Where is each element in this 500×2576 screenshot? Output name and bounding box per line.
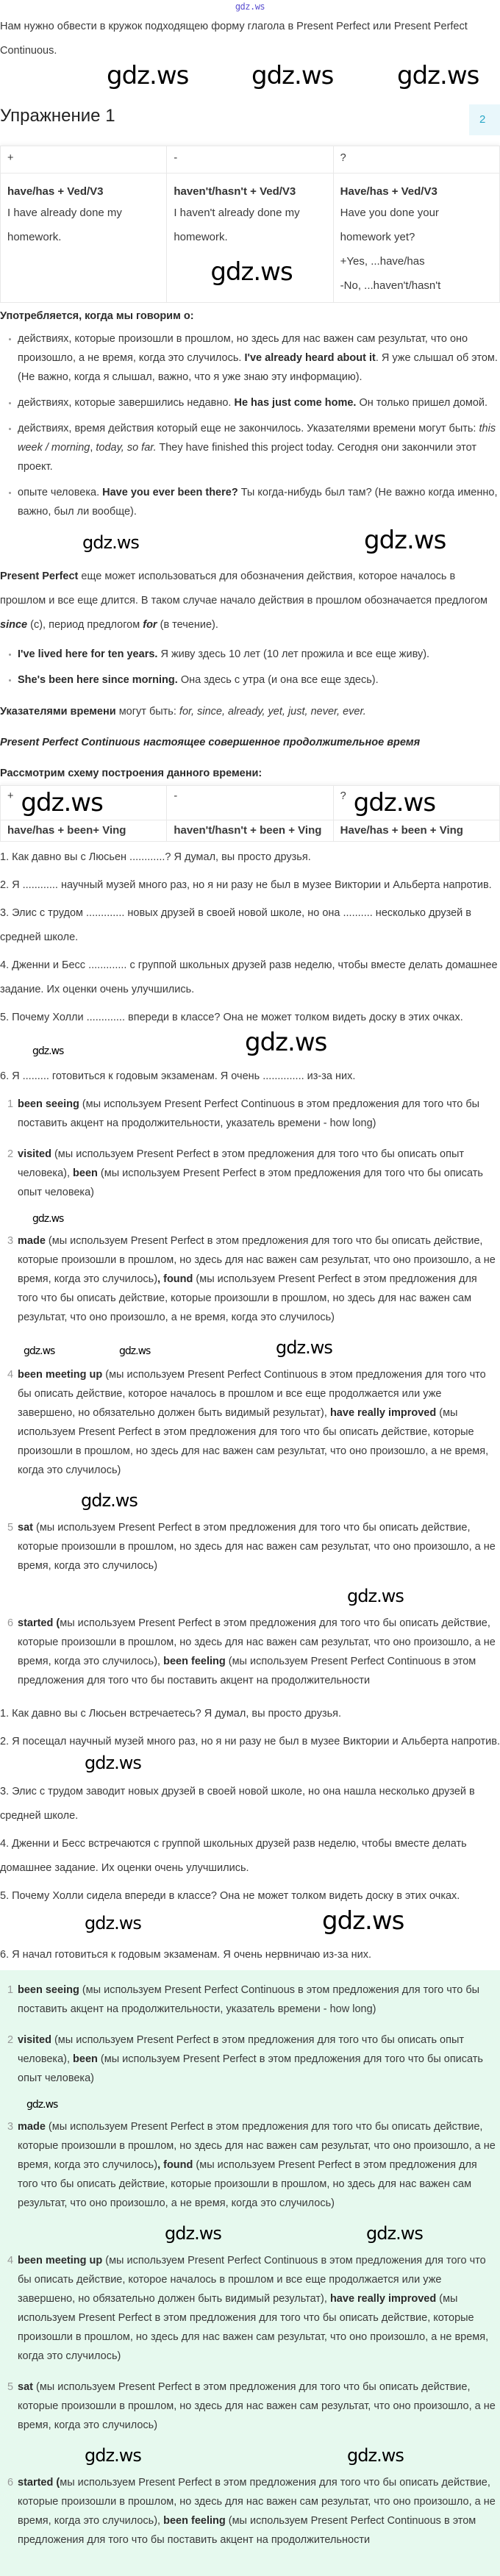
answer-item: [7, 2251, 500, 2366]
translation-4: 4. Дженни и Бесс встречаются с группой школьных друзей разв неделю, чтобы вместе делать домашнее задание. Их оценки очень улучшились.: [0, 1838, 467, 1874]
formula: Have/has + been + Ving: [333, 820, 499, 842]
watermark-row: [0, 1339, 500, 1361]
text: (мы используем Present Perfect в этом предложения для того что бы описать действие, которые произошли в прошлом, но здесь для нас важен сам результат, что оно произошло, а не время, когда это случилось): [18, 2121, 496, 2171]
watermark-row: [0, 2225, 500, 2247]
bold-text: , found: [157, 2159, 193, 2171]
text: (мы используем Present Perfect в этом предложения для того что бы описать опыт человека),: [18, 2034, 465, 2065]
text: могут быть:: [115, 706, 179, 718]
bold-text: been: [73, 2053, 98, 2065]
watermark: gdz.ws: [21, 788, 103, 817]
watermark: gdz.ws: [353, 788, 436, 817]
bold-text: have really improved: [329, 2293, 437, 2305]
bold-text: started (: [18, 2477, 60, 2489]
translation-1: 1. Как давно вы с Люсьен встречаетесь? Я думал, вы просто друзья.: [0, 1708, 342, 1720]
short-answer-no: -No, ...haven't/hasn't: [340, 279, 441, 292]
list-item: [18, 393, 500, 412]
watermark: gdz.ws: [322, 1906, 404, 1936]
text: They have finished this project today. Сегодня они закончили этот проект.: [18, 442, 476, 473]
text: (мы используем Present Perfect Continuous в этом предложения для того что бы поставить акцент на продолжительности: [18, 2515, 476, 2546]
translation-5: 5. Почему Холли сидела впереди в классе? Она не может толком видеть доску в этих очках.: [0, 1890, 460, 1902]
watermark: gdz.ws: [276, 1337, 332, 1358]
header-affirmative: +: [1, 146, 167, 173]
bold-text: visited: [18, 2034, 51, 2046]
text: Он только пришел домой.: [356, 397, 488, 409]
bold-text: been meeting up: [18, 2255, 103, 2266]
answer-item: [7, 2473, 500, 2550]
watermark-row: [0, 63, 500, 94]
short-answer-yes: +Yes, ...have/has: [340, 255, 425, 268]
bold-text: since: [0, 619, 28, 631]
text: (мы используем Present Perfect Continuous в этом предложения для того что бы поставить акцент на продолжительности: [18, 1656, 476, 1686]
present-perfect-table: [0, 146, 500, 303]
text: еще может использоваться для обозначения действия, которое началось в прошлом и все еще длится. В таком случае начало действия в прошлом обозначается предлогом: [0, 570, 488, 607]
watermark-row: [0, 2100, 500, 2113]
bold-text: sat: [18, 2381, 33, 2393]
watermark: gdz.ws: [32, 1045, 64, 1057]
ppc-title: Present Perfect Continuous настоящее совершенное продолжительное время: [0, 737, 421, 748]
translations: [0, 1702, 500, 1967]
present-perfect-paragraph: [0, 565, 500, 637]
watermark-row: [0, 528, 500, 559]
answer-item: [7, 1614, 500, 1690]
bold-text: visited: [18, 1148, 51, 1160]
answer-number: 2: [7, 1148, 14, 1160]
watermark: gdz.ws: [245, 1028, 327, 1057]
bold-text: I've lived here for ten years.: [18, 648, 158, 660]
text: ,: [90, 442, 96, 454]
table-row: [1, 173, 500, 303]
table-row: [1, 820, 500, 842]
header-question: ?: [333, 146, 499, 173]
example: I have already done my homework.: [7, 207, 122, 243]
formula: haven't/hasn't + been + Ving: [167, 820, 333, 842]
watermark: gdz.ws: [347, 1586, 404, 1606]
answer-item: [7, 1981, 500, 2019]
text: (мы используем Present Perfect в этом предложения для того что бы описать действие, которые произошли в прошлом, но здесь для нас важен сам результат, что оно произошло, а не время, когда это случилось): [18, 2381, 496, 2431]
task-instruction: Нам нужно обвести в кружок подходящею форму глагола в Present Perfect или Present Perfect Continuous.: [0, 21, 468, 57]
answer-item: [7, 2031, 500, 2088]
text: (мы используем Present Perfect в этом предложения для того что бы описать действие, которые произошли в прошлом, но здесь для нас важен сам результат, что оно произошло, а не время, когда это случилось): [18, 2293, 489, 2362]
site-logo[interactable]: gdz.ws: [235, 1, 265, 12]
header-cell: [340, 790, 493, 815]
watermark: gdz.ws: [85, 1753, 141, 1773]
text: Она здесь с утра (и она все еще здесь).: [177, 674, 379, 686]
text: Я живу здесь 10 лет (10 лет прожила и все еще живу).: [157, 648, 430, 660]
scheme-heading: Рассмотрим схему построения данного времени:: [0, 768, 262, 779]
table-header-row: [1, 786, 500, 820]
watermark-row: [0, 1754, 500, 1776]
formula: haven't/hasn't + Ved/V3: [174, 185, 296, 198]
answer-number: 4: [7, 2255, 14, 2266]
list-item: [18, 645, 500, 664]
bold-text: been feeling: [163, 2515, 226, 2527]
translation-2: 2. Я посещал научный музей много раз, но я ни разу не был в музее Виктории и Альберта напротив.: [0, 1736, 500, 1747]
present-perfect-continuous-table: [0, 785, 500, 842]
text: (мы используем Present Perfect Continuous в этом предложения для того что бы описать действие, которое началось в прошлом и все еще продолжается или уже завершено, но обязательно должен быть видимый результат),: [18, 2255, 486, 2305]
text: действиях, которые произошли в прошлом, но здесь для нас важен сам результат, что оно произошло, а не время, когда это случилось.: [18, 333, 468, 364]
answer-number: 3: [7, 2121, 14, 2133]
bold-text: have really improved: [329, 1407, 437, 1419]
bold-text: I've already heard about it: [244, 352, 376, 364]
bold-text: been seeing: [18, 1098, 79, 1110]
text: (мы используем Present Perfect Continuous в этом предложения для того что бы описать действие, которое началось в прошлом и все еще продолжается или уже завершено, но обязательно должен быть видимый результат),: [18, 1369, 486, 1419]
text: (мы используем Present Perfect в этом предложения для того что бы описать действие, которые произошли в прошлом, но здесь для нас важен сам результат, что оно произошло, а не время, когда это случилось): [18, 1235, 496, 1285]
answer-number: 4: [7, 1369, 14, 1381]
text: опыте человека.: [18, 487, 103, 498]
example: Have you done your homework yet?: [340, 207, 439, 243]
text: действиях, время действия который еще не закончилось. Указателями времени могут быть:: [18, 423, 479, 434]
text: (мы используем Present Perfect Continuous в этом предложения для того что бы поставить акцент на продолжительности, указатель времени - how long): [18, 1098, 480, 1129]
bold-text: , found: [157, 1273, 193, 1285]
answer-number: 1: [7, 1098, 14, 1110]
watermark: gdz.ws: [107, 61, 189, 90]
italic-text: for, since, already, yet, just, never, ever.: [179, 706, 366, 718]
header-label: ?: [340, 790, 346, 802]
text: (в течение).: [157, 619, 218, 631]
watermark-row: [0, 1214, 500, 1227]
header-cell: [7, 790, 160, 815]
watermark-row: [0, 1030, 500, 1061]
answer-number: 6: [7, 1617, 14, 1629]
translation-3: 3. Элис с трудом заводит новых друзей в своей новой школе, но она нашла несколько друзей в средней школе.: [0, 1786, 475, 1822]
list-item: [18, 670, 500, 690]
italic-text: today, so far.: [96, 442, 157, 454]
text: мы используем Present Perfect в этом предложения для того что бы описать действие, которые произошли в прошлом, но здесь для нас важен сам результат, что оно произошло, а не время, когда это случилось),: [18, 1617, 496, 1667]
bold-text: made: [18, 2121, 46, 2133]
bold-text: Present Perfect: [0, 570, 79, 582]
watermark: gdz.ws: [210, 257, 293, 287]
answer-item: [7, 2117, 500, 2213]
translation-6: 6. Я начал готовиться к годовым экзаменам. Я очень нервничаю из-за них.: [0, 1949, 371, 1961]
watermark: gdz.ws: [347, 2445, 404, 2466]
text: (с), период предлогом: [27, 619, 143, 631]
bold-text: She's been here since morning.: [18, 674, 178, 686]
watermark: gdz.ws: [165, 2223, 221, 2244]
header-negative: -: [167, 786, 333, 820]
list-item: [18, 483, 500, 521]
answer-number: 1: [7, 1984, 14, 1996]
watermark-row: [0, 1492, 500, 1514]
header-negative: -: [167, 146, 333, 173]
usage-heading: Употребляется, когда мы говорим о:: [0, 310, 194, 322]
watermark: gdz.ws: [24, 1345, 55, 1357]
page-title: Упражнение 1: [0, 106, 115, 126]
watermark: gdz.ws: [26, 2099, 58, 2111]
answer-item: [7, 1145, 500, 1202]
answers-list-highlighted: [0, 1981, 500, 2550]
header-label: +: [7, 790, 14, 802]
cell-negative: [167, 173, 333, 303]
question-6: 6. Я ......... готовиться к годовым экзаменам. Я очень .............. из-за них.: [0, 1070, 356, 1082]
header-question: [333, 786, 499, 820]
table-header-row: [1, 146, 500, 173]
bold-text: been meeting up: [18, 1369, 103, 1381]
watermark: gdz.ws: [397, 61, 479, 90]
watermark: gdz.ws: [119, 1345, 151, 1357]
text: (мы используем Present Perfect в этом предложения для того что бы описать действие, которые произошли в прошлом, но здесь для нас важен сам результат, что оно произошло, а не время, когда это случилось): [18, 1522, 496, 1572]
bold-text: started (: [18, 1617, 60, 1629]
bold-text: Have you ever been there?: [102, 487, 238, 498]
text: . Я уже слышал об этом. (Не важно, когда я слышал, важно, что я уже знаю эту информацию).: [18, 352, 498, 383]
watermark: gdz.ws: [251, 61, 334, 90]
question-3: 3. Элис с трудом ............. новых друзей в своей новой школе, но она .......... несколько друзей в средней школе.: [0, 907, 471, 943]
text: Ты когда-нибудь был там? (Не важно когда именно, важно, был ли вообще).: [18, 487, 498, 518]
questions: [0, 845, 500, 1089]
bold-text: been feeling: [163, 1656, 226, 1667]
next-page-button[interactable]: 2: [469, 104, 500, 135]
answers-panel: [0, 1970, 500, 2576]
bold-text: Указателями времени: [0, 706, 116, 718]
cell-affirmative: [1, 173, 167, 303]
text: (мы используем Present Perfect в этом предложения для того что бы описать действие, которые произошли в прошлом, но здесь для нас важен сам результат, что оно произошло, а не время, когда это случилось): [18, 2159, 477, 2209]
answer-number: 5: [7, 2381, 14, 2393]
bold-text: made: [18, 1235, 46, 1247]
time-markers: [0, 703, 500, 720]
watermark: gdz.ws: [32, 1213, 64, 1225]
answer-number: 6: [7, 2477, 14, 2489]
text: (мы используем Present Perfect в этом предложения для того что бы описать действие, которые произошли в прошлом, но здесь для нас важен сам результат, что оно произошло, а не время, когда это случилось): [18, 1273, 477, 1323]
watermark: gdz.ws: [81, 1490, 138, 1511]
since-for-list: [0, 645, 500, 690]
answer-number: 5: [7, 1522, 14, 1534]
text: (мы используем Present Perfect Continuous в этом предложения для того что бы поставить акцент на продолжительности, указатель времени - how long): [18, 1984, 480, 2015]
watermark: gdz.ws: [366, 2223, 423, 2244]
text: (мы используем Present Perfect в этом предложения для того что бы описать опыт человека): [18, 2053, 483, 2084]
answer-item: [7, 2378, 500, 2435]
bold-text: been: [73, 1167, 98, 1179]
text: (мы используем Present Perfect в этом предложения для того что бы описать действие, которые произошли в прошлом, но здесь для нас важен сам результат, что оно произошло, а не время, когда это случилось): [18, 1407, 489, 1476]
answer-item: [7, 1365, 500, 1480]
bold-text: He has just come home.: [234, 397, 357, 409]
header-affirmative: [1, 786, 167, 820]
bold-text: sat: [18, 1522, 33, 1534]
bold-text: been seeing: [18, 1984, 79, 1996]
question-4: 4. Дженни и Бесс ............. с группой школьных друзей разв неделю, чтобы вместе делать домашнее задание. Их оценки очень улучшились.: [0, 959, 498, 995]
italic-text: this week / morning: [18, 423, 496, 454]
watermark: gdz.ws: [82, 532, 139, 553]
text: (мы используем Present Perfect в этом предложения для того что бы описать опыт человека): [18, 1167, 483, 1198]
watermark-row: [0, 1587, 500, 1609]
watermark-row: [0, 1908, 500, 1939]
watermark: gdz.ws: [85, 2445, 141, 2466]
formula: have/has + Ved/V3: [7, 185, 104, 198]
answer-number: 2: [7, 2034, 14, 2046]
question-2: 2. Я ............ научный музей много раз, но я ни разу не был в музее Виктории и Альберта напротив.: [0, 879, 492, 891]
answer-item: [7, 1095, 500, 1133]
formula: Have/has + Ved/V3: [340, 185, 438, 198]
watermark: gdz.ws: [85, 1913, 141, 1933]
answers-list: [0, 1095, 500, 1690]
question-5: 5. Почему Холли ............. впереди в классе? Она не может толком видеть доску в этих очках.: [0, 1012, 463, 1023]
formula: have/has + been+ Ving: [1, 820, 167, 842]
answer-item: [7, 1231, 500, 1327]
example: I haven't already done my homework.: [174, 207, 300, 243]
watermark-row: [0, 2447, 500, 2469]
list-item: [18, 419, 500, 476]
answer-item: [7, 1518, 500, 1575]
list-item: [18, 329, 500, 387]
question-1: 1. Как давно вы с Люсьен ............? Я думал, вы просто друзья.: [0, 851, 311, 863]
cell-question: [333, 173, 499, 303]
exercise-header: [0, 94, 500, 138]
bold-text: for: [143, 619, 157, 631]
usage-list: [0, 329, 500, 521]
text: мы используем Present Perfect в этом предложения для того что бы описать действие, которые произошли в прошлом, но здесь для нас важен сам результат, что оно произошло, а не время, когда это случилось),: [18, 2477, 496, 2527]
answer-number: 3: [7, 1235, 14, 1247]
watermark: gdz.ws: [364, 526, 446, 555]
text: (мы используем Present Perfect в этом предложения для того что бы описать опыт человека),: [18, 1148, 465, 1179]
text: действиях, которые завершились недавно.: [18, 397, 235, 409]
